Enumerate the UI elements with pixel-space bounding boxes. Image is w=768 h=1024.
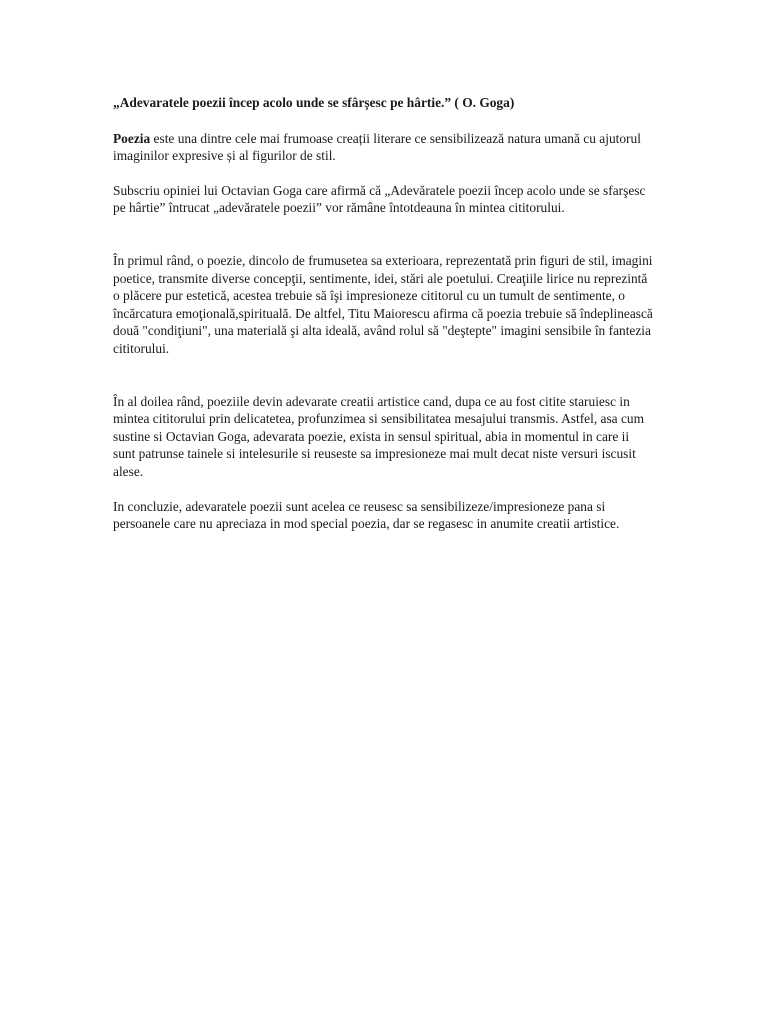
paragraph-lead-word: Poezia xyxy=(113,130,151,146)
paragraph-first-argument xyxy=(113,252,653,358)
paragraph-second-argument xyxy=(113,393,653,481)
paragraph-text: În al doilea rând, poeziile devin adevarate creatii artistice cand, dupa ce au fost citite staruiesc in mintea cititorului prin delicatetea, profunzimea si sensibilitatea mesajului transmis. Astfel, asa cum sustine si Octavian Goga, adevarata poezie, exista in sensul spiritual, abia in momentul in care ii sunt patrunse tainele si intelesurile si reuseste sa impresioneze mai mult decat niste versuri iscusit alese. xyxy=(113,393,645,479)
paragraph-text: In concluzie, adevaratele poezii sunt acelea ce reusesc sa sensibilizeze/impresioneze pana si persoanele care nu apreciaza in mod special poezia, dar se regasesc in anumite creatii artistice. xyxy=(113,498,620,532)
paragraph-text: este una dintre cele mai frumoase creații literare ce sensibilizează natura umană cu ajutorul imaginilor expresive și al figurilor de stil. xyxy=(113,130,641,164)
paragraph-text: În primul rând, o poezie, dincolo de frumusetea sa exterioara, reprezentată prin figuri de stil, imagini poetice, transmite diverse concepţii, sentimente, idei, stări ale poetului. Creaţiile lirice nu reprezintă o plăcere pur estetică, acestea trebuie să îşi impresioneze cititorul cu un tumult de sentimente, o încărcatura emoţională,spirituală. De altfel, Titu Maiorescu afirma că poezia trebuie să îndeplinească două "condiţiuni", una materială şi alta ideală, având rolul să "deştepte" imagini sensibile în fantezia cititorului. xyxy=(113,252,653,356)
paragraph-text: Subscriu opiniei lui Octavian Goga care afirmă că „Adevăratele poezii încep acolo unde se sfarşesc pe hârtie” întrucat „adevăratele poezii” vor rămâne întotdeauna în mintea cititorului. xyxy=(113,182,646,216)
document-title: „Adevaratele poezii încep acolo unde se sfârșesc pe hârtie.” ( O. Goga) xyxy=(113,95,515,110)
paragraph-thesis xyxy=(113,182,653,217)
paragraph-conclusion xyxy=(113,498,653,533)
paragraph-intro xyxy=(113,130,653,165)
document-body xyxy=(113,94,653,533)
